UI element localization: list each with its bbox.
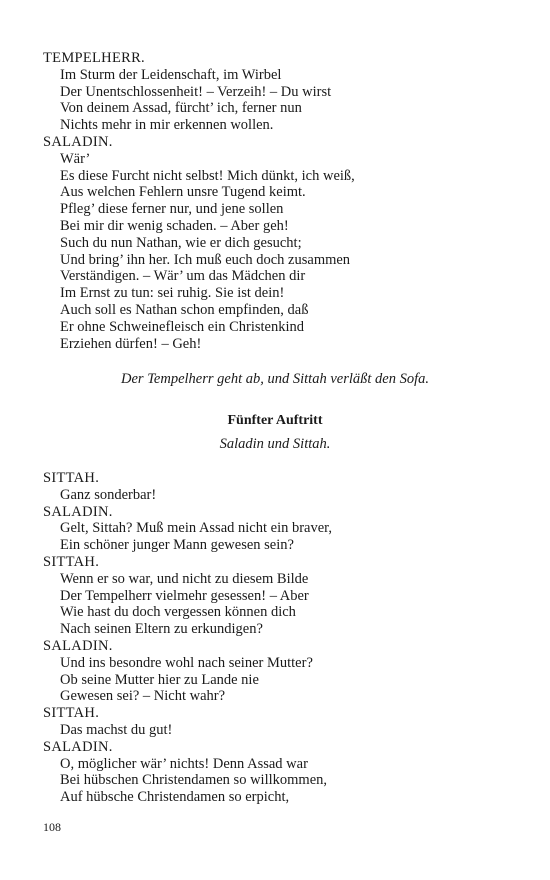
verse-line: Und bring’ ihn her. Ich muß euch doch zusammen: [60, 251, 351, 268]
verse-line: Gelt, Sittah? Muß mein Assad nicht ein braver,: [60, 520, 333, 537]
speaker-name: SALADIN.: [43, 738, 113, 755]
verse-line: Nichts mehr in mir erkennen wollen.: [60, 117, 274, 134]
speaker-name: SITTAH.: [43, 553, 100, 570]
page-number: 108: [43, 820, 61, 834]
verse-line: Such du nun Nathan, wie er dich gesucht;: [60, 234, 302, 251]
verse-line: Auf hübsche Christendamen so erpicht,: [60, 789, 290, 806]
verse-line: Im Ernst zu tun: sei ruhig. Sie ist dein!: [60, 285, 285, 302]
verse-line: Von deinem Assad, fürcht’ ich, ferner nun: [60, 100, 302, 117]
verse-line: Das machst du gut!: [60, 721, 173, 738]
verse-line: Gewesen sei? – Nicht wahr?: [60, 688, 226, 705]
verse-line: Der Tempelherr vielmehr gesessen! – Aber: [60, 587, 309, 604]
dialogue-block-first: [43, 50, 513, 352]
dialogue-block-second: [43, 470, 513, 806]
scene-title: Fünfter Auftritt: [227, 413, 323, 428]
verse-line: Verständigen. – Wär’ um das Mädchen dir: [60, 268, 306, 285]
verse-line: Ob seine Mutter hier zu Lande nie: [60, 671, 259, 688]
verse-line: Pfleg’ diese ferner nur, und jene sollen: [60, 201, 284, 218]
verse-line: Wär’: [60, 150, 91, 167]
verse-line: Bei hübschen Christendamen so willkommen,: [60, 772, 328, 789]
verse-line: O, möglicher wär’ nichts! Denn Assad war: [60, 755, 308, 772]
verse-line: Ganz sonderbar!: [60, 486, 157, 503]
verse-line: Aus welchen Fehlern unsre Tugend keimt.: [60, 184, 306, 201]
verse-line: Der Unentschlossenheit! – Verzeih! – Du wirst: [60, 83, 332, 100]
speaker-name: SITTAH.: [43, 705, 100, 722]
stage-direction: Der Tempelherr geht ab, und Sittah verläßt den Sofa.: [121, 371, 429, 387]
verse-line: Er ohne Schweinefleisch ein Christenkind: [60, 318, 305, 335]
verse-line: Ein schöner junger Mann gewesen sein?: [60, 537, 294, 554]
verse-line: Es diese Furcht nicht selbst! Mich dünkt, ich weiß,: [60, 167, 355, 184]
speaker-name: SITTAH.: [43, 470, 100, 486]
speaker-name: SALADIN.: [43, 637, 113, 654]
scene-persons: Saladin und Sittah.: [219, 436, 331, 452]
verse-line: Wenn er so war, und nicht zu diesem Bilde: [60, 570, 309, 587]
speaker-name: SALADIN.: [43, 503, 113, 520]
verse-line: Erziehen dürfen! – Geh!: [60, 335, 202, 352]
verse-line: Auch soll es Nathan schon empfinden, daß: [60, 301, 309, 318]
verse-line: Im Sturm der Leidenschaft, im Wirbel: [60, 66, 282, 83]
verse-line: Wie hast du doch vergessen können dich: [60, 604, 296, 621]
speaker-name: SALADIN.: [43, 133, 113, 150]
speaker-name: TEMPELHERR.: [43, 50, 145, 66]
verse-line: Nach seinen Eltern zu erkundigen?: [60, 621, 263, 638]
verse-line: Bei mir dir wenig schaden. – Aber geh!: [60, 217, 289, 234]
verse-line: Und ins besondre wohl nach seiner Mutter?: [60, 654, 313, 671]
